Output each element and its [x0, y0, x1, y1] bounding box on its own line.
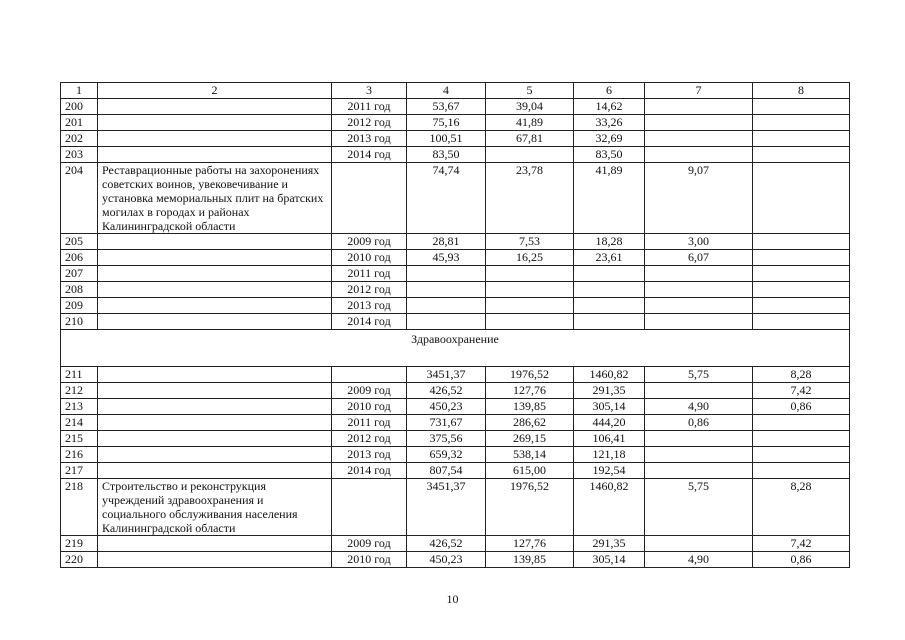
- cell-col-7: [645, 431, 753, 447]
- row-year: 2009 год: [332, 536, 407, 552]
- cell-col-8: [753, 234, 850, 250]
- cell-col-4: 659,32: [407, 447, 486, 463]
- cell-col-7: [645, 99, 753, 115]
- budget-table: [60, 82, 850, 568]
- cell-col-8: 0,86: [753, 552, 850, 568]
- cell-col-8: 7,42: [753, 536, 850, 552]
- row-description: [98, 415, 332, 431]
- table-row: [61, 115, 850, 131]
- cell-col-8: [753, 266, 850, 282]
- cell-col-8: [753, 314, 850, 330]
- row-number: 208: [61, 282, 98, 298]
- cell-col-6: [574, 266, 645, 282]
- cell-col-5: 23,78: [486, 163, 574, 234]
- column-header: 3: [332, 83, 407, 99]
- cell-col-8: 0,86: [753, 399, 850, 415]
- cell-col-4: [407, 314, 486, 330]
- table-row: [61, 282, 850, 298]
- cell-col-4: [407, 298, 486, 314]
- cell-col-8: [753, 131, 850, 147]
- cell-col-7: [645, 115, 753, 131]
- cell-col-7: 3,00: [645, 234, 753, 250]
- cell-col-7: 4,90: [645, 552, 753, 568]
- column-header: 4: [407, 83, 486, 99]
- column-header: 8: [753, 83, 850, 99]
- row-year: [332, 479, 407, 536]
- row-year: 2013 год: [332, 447, 407, 463]
- row-year: 2010 год: [332, 552, 407, 568]
- cell-col-7: 6,07: [645, 250, 753, 266]
- cell-col-8: [753, 250, 850, 266]
- row-number: 211: [61, 367, 98, 383]
- row-number: 204: [61, 163, 98, 234]
- cell-col-6: 192,54: [574, 463, 645, 479]
- table-row: [61, 314, 850, 330]
- cell-col-5: 1976,52: [486, 479, 574, 536]
- cell-col-8: [753, 447, 850, 463]
- row-year: 2011 год: [332, 266, 407, 282]
- row-year: 2010 год: [332, 399, 407, 415]
- cell-col-5: [486, 266, 574, 282]
- cell-col-6: 305,14: [574, 552, 645, 568]
- row-description: [98, 552, 332, 568]
- section-row: [61, 330, 850, 367]
- table-row: [61, 147, 850, 163]
- cell-col-6: 1460,82: [574, 367, 645, 383]
- cell-col-4: 28,81: [407, 234, 486, 250]
- row-number: 210: [61, 314, 98, 330]
- row-number: 203: [61, 147, 98, 163]
- row-number: 201: [61, 115, 98, 131]
- row-year: 2009 год: [332, 383, 407, 399]
- cell-col-4: 83,50: [407, 147, 486, 163]
- cell-col-7: 5,75: [645, 479, 753, 536]
- cell-col-6: 291,35: [574, 536, 645, 552]
- row-description: [98, 298, 332, 314]
- table-row: [61, 479, 850, 536]
- table-row: [61, 415, 850, 431]
- row-description: [98, 99, 332, 115]
- row-year: 2014 год: [332, 314, 407, 330]
- cell-col-4: 426,52: [407, 536, 486, 552]
- column-header: 1: [61, 83, 98, 99]
- cell-col-7: [645, 536, 753, 552]
- cell-col-7: [645, 383, 753, 399]
- row-description: [98, 250, 332, 266]
- row-number: 202: [61, 131, 98, 147]
- row-description: [98, 282, 332, 298]
- row-year: 2011 год: [332, 415, 407, 431]
- table-row: [61, 250, 850, 266]
- cell-col-4: 75,16: [407, 115, 486, 131]
- cell-col-7: 0,86: [645, 415, 753, 431]
- row-year: 2014 год: [332, 463, 407, 479]
- cell-col-7: 5,75: [645, 367, 753, 383]
- cell-col-7: [645, 147, 753, 163]
- cell-col-4: 731,67: [407, 415, 486, 431]
- cell-col-7: 9,07: [645, 163, 753, 234]
- cell-col-6: 33,26: [574, 115, 645, 131]
- table-row: [61, 383, 850, 399]
- row-number: 216: [61, 447, 98, 463]
- cell-col-6: [574, 298, 645, 314]
- cell-col-4: 45,93: [407, 250, 486, 266]
- table-row: [61, 131, 850, 147]
- row-number: 209: [61, 298, 98, 314]
- cell-col-4: 807,54: [407, 463, 486, 479]
- cell-col-8: [753, 115, 850, 131]
- cell-col-8: [753, 99, 850, 115]
- cell-col-5: 16,25: [486, 250, 574, 266]
- row-description: [98, 463, 332, 479]
- row-year: 2012 год: [332, 431, 407, 447]
- cell-col-5: [486, 298, 574, 314]
- cell-col-5: [486, 282, 574, 298]
- row-year: [332, 367, 407, 383]
- row-number: 219: [61, 536, 98, 552]
- row-description: [98, 147, 332, 163]
- row-description: [98, 383, 332, 399]
- cell-col-8: [753, 463, 850, 479]
- cell-col-8: [753, 147, 850, 163]
- column-header: 7: [645, 83, 753, 99]
- cell-col-5: 1976,52: [486, 367, 574, 383]
- table-row: [61, 298, 850, 314]
- column-header: 2: [98, 83, 332, 99]
- table-row: [61, 163, 850, 234]
- table-row: [61, 463, 850, 479]
- row-description: [98, 431, 332, 447]
- cell-col-4: 3451,37: [407, 367, 486, 383]
- cell-col-8: 8,28: [753, 479, 850, 536]
- cell-col-4: 426,52: [407, 383, 486, 399]
- cell-col-5: 615,00: [486, 463, 574, 479]
- cell-col-4: 375,56: [407, 431, 486, 447]
- row-description: Реставрационные работы на захоронениях советских воинов, увековечивание и установка мемориальных плит на братских могилах в городах и районах Калининградской области: [98, 163, 332, 234]
- cell-col-5: 41,89: [486, 115, 574, 131]
- cell-col-4: 74,74: [407, 163, 486, 234]
- row-year: [332, 163, 407, 234]
- row-number: 207: [61, 266, 98, 282]
- cell-col-5: 7,53: [486, 234, 574, 250]
- cell-col-8: [753, 282, 850, 298]
- row-description: [98, 367, 332, 383]
- row-number: 217: [61, 463, 98, 479]
- cell-col-5: 286,62: [486, 415, 574, 431]
- table-row: [61, 367, 850, 383]
- cell-col-6: 121,18: [574, 447, 645, 463]
- row-description: [98, 314, 332, 330]
- row-description: [98, 447, 332, 463]
- cell-col-6: 83,50: [574, 147, 645, 163]
- cell-col-7: [645, 266, 753, 282]
- row-number: 215: [61, 431, 98, 447]
- row-year: 2013 год: [332, 298, 407, 314]
- cell-col-6: 106,41: [574, 431, 645, 447]
- cell-col-7: [645, 314, 753, 330]
- table-row: [61, 99, 850, 115]
- cell-col-4: 100,51: [407, 131, 486, 147]
- row-number: 206: [61, 250, 98, 266]
- cell-col-6: 18,28: [574, 234, 645, 250]
- cell-col-5: 139,85: [486, 552, 574, 568]
- row-number: 205: [61, 234, 98, 250]
- cell-col-7: [645, 282, 753, 298]
- row-number: 200: [61, 99, 98, 115]
- cell-col-6: [574, 282, 645, 298]
- cell-col-6: 14,62: [574, 99, 645, 115]
- table-row: [61, 431, 850, 447]
- cell-col-5: 67,81: [486, 131, 574, 147]
- cell-col-6: 444,20: [574, 415, 645, 431]
- cell-col-4: [407, 282, 486, 298]
- cell-col-6: 291,35: [574, 383, 645, 399]
- cell-col-7: 4,90: [645, 399, 753, 415]
- row-description: [98, 266, 332, 282]
- column-header: 6: [574, 83, 645, 99]
- cell-col-4: 53,67: [407, 99, 486, 115]
- row-description: [98, 131, 332, 147]
- cell-col-4: 3451,37: [407, 479, 486, 536]
- cell-col-7: [645, 298, 753, 314]
- cell-col-4: 450,23: [407, 552, 486, 568]
- cell-col-8: 8,28: [753, 367, 850, 383]
- cell-col-6: 305,14: [574, 399, 645, 415]
- cell-col-5: [486, 314, 574, 330]
- row-year: 2009 год: [332, 234, 407, 250]
- cell-col-5: [486, 147, 574, 163]
- table-row: [61, 552, 850, 568]
- column-header: 5: [486, 83, 574, 99]
- row-description: Строительство и реконструкция учреждений здравоохранения и социального обслуживания населения Калининградской области: [98, 479, 332, 536]
- table-header-row: [61, 83, 850, 99]
- cell-col-5: 127,76: [486, 383, 574, 399]
- cell-col-7: [645, 463, 753, 479]
- row-year: 2010 год: [332, 250, 407, 266]
- row-year: 2012 год: [332, 115, 407, 131]
- cell-col-8: [753, 415, 850, 431]
- row-number: 213: [61, 399, 98, 415]
- cell-col-5: 269,15: [486, 431, 574, 447]
- table-row: [61, 447, 850, 463]
- table-row: [61, 234, 850, 250]
- cell-col-6: 41,89: [574, 163, 645, 234]
- table-row: [61, 266, 850, 282]
- section-title: Здравоохранение: [61, 330, 850, 367]
- row-number: 220: [61, 552, 98, 568]
- cell-col-4: [407, 266, 486, 282]
- row-year: 2013 год: [332, 131, 407, 147]
- cell-col-5: 139,85: [486, 399, 574, 415]
- cell-col-5: 127,76: [486, 536, 574, 552]
- cell-col-7: [645, 447, 753, 463]
- cell-col-8: 7,42: [753, 383, 850, 399]
- cell-col-6: 1460,82: [574, 479, 645, 536]
- row-year: 2014 год: [332, 147, 407, 163]
- cell-col-8: [753, 298, 850, 314]
- cell-col-8: [753, 431, 850, 447]
- row-description: [98, 115, 332, 131]
- row-description: [98, 399, 332, 415]
- cell-col-4: 450,23: [407, 399, 486, 415]
- cell-col-5: 39,04: [486, 99, 574, 115]
- row-year: 2011 год: [332, 99, 407, 115]
- cell-col-6: 23,61: [574, 250, 645, 266]
- row-number: 218: [61, 479, 98, 536]
- row-number: 212: [61, 383, 98, 399]
- row-description: [98, 536, 332, 552]
- cell-col-6: 32,69: [574, 131, 645, 147]
- cell-col-8: [753, 163, 850, 234]
- page-number: 10: [446, 592, 459, 606]
- table-row: [61, 536, 850, 552]
- cell-col-5: 538,14: [486, 447, 574, 463]
- cell-col-7: [645, 131, 753, 147]
- row-description: [98, 234, 332, 250]
- row-number: 214: [61, 415, 98, 431]
- table-row: [61, 399, 850, 415]
- row-year: 2012 год: [332, 282, 407, 298]
- cell-col-6: [574, 314, 645, 330]
